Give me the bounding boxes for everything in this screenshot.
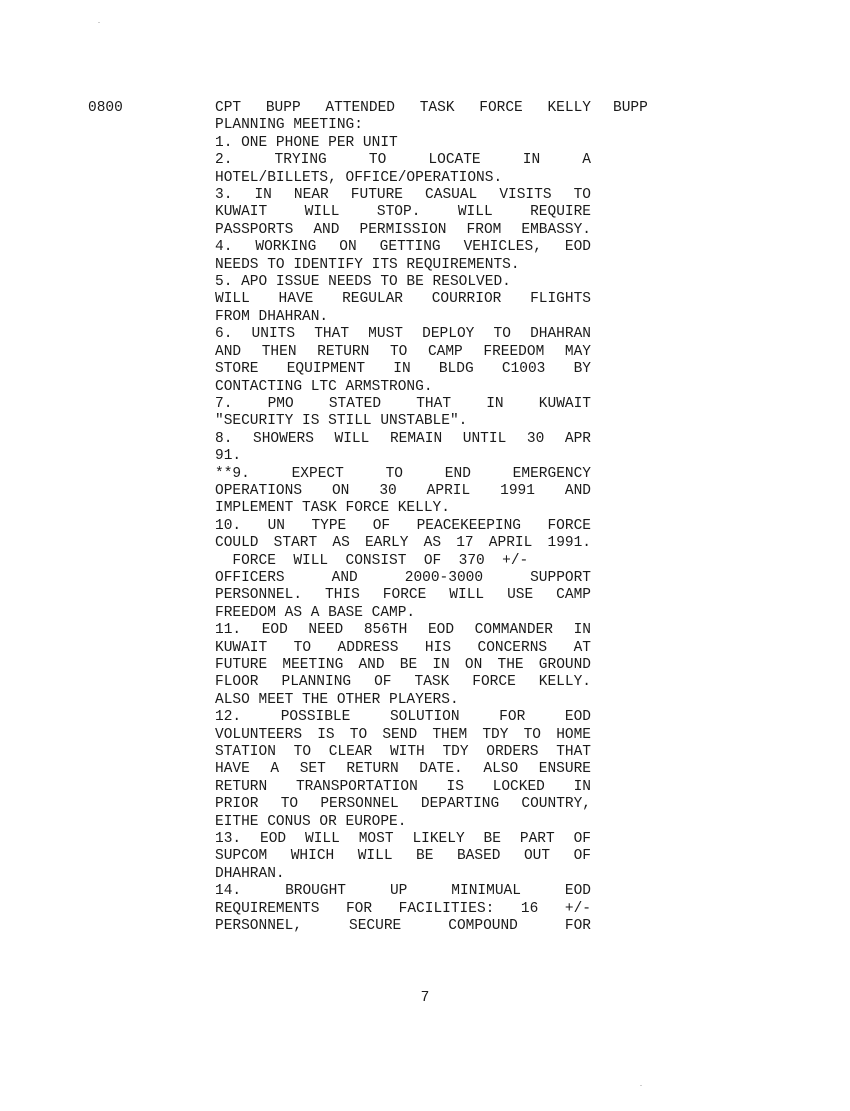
text-line: FREEDOM AS A BASE CAMP. (215, 604, 416, 621)
text-line: PERSONNEL, SECURE COMPOUND FOR (215, 918, 591, 935)
text-line: 3. IN NEAR FUTURE CASUAL VISITS TO (215, 187, 591, 204)
text-line: OPERATIONS ON 30 APRIL 1991 AND (215, 482, 591, 499)
scan-speck (98, 22, 100, 23)
text-line: STORE EQUIPMENT IN BLDG C1003 BY (215, 361, 591, 378)
text-line: "SECURITY IS STILL UNSTABLE". (215, 413, 468, 430)
text-line: OFFICERS AND 2000-3000 SUPPORT (215, 569, 591, 586)
scan-speck (640, 1085, 642, 1086)
entry-person: BUPP (613, 100, 648, 116)
text-line: DHAHRAN. (215, 865, 285, 882)
text-line: KUWAIT TO ADDRESS HIS CONCERNS AT (215, 639, 591, 656)
text-line: PRIOR TO PERSONNEL DEPARTING COUNTRY, (215, 796, 591, 813)
text-line: 12. POSSIBLE SOLUTION FOR EOD (215, 709, 591, 726)
entry-time: 0800 (88, 100, 123, 116)
text-line: FUTURE MEETING AND BE IN ON THE GROUND (215, 657, 591, 673)
text-line: STATION TO CLEAR WITH TDY ORDERS THAT (215, 744, 591, 761)
text-line: 4. WORKING ON GETTING VEHICLES, EOD (215, 239, 591, 256)
text-line: 10. UN TYPE OF PEACEKEEPING FORCE (215, 517, 591, 534)
text-line: KUWAIT WILL STOP. WILL REQUIRE (215, 204, 591, 221)
text-line: PASSPORTS AND PERMISSION FROM EMBASSY. (215, 221, 591, 238)
text-line: PERSONNEL. THIS FORCE WILL USE CAMP (215, 587, 591, 604)
text-line: 7. PMO STATED THAT IN KUWAIT (215, 395, 591, 412)
text-line: **9. EXPECT TO END EMERGENCY (215, 465, 591, 482)
text-line: EITHE CONUS OR EUROPE. (215, 813, 407, 830)
text-line: 11. EOD NEED 856TH EOD COMMANDER IN (215, 622, 591, 639)
text-line: CONTACTING LTC ARMSTRONG. (215, 378, 433, 395)
text-line: FLOOR PLANNING OF TASK FORCE KELLY. (215, 674, 591, 691)
text-line: HAVE A SET RETURN DATE. ALSO ENSURE (215, 761, 591, 778)
text-line: ALSO MEET THE OTHER PLAYERS. (215, 691, 459, 708)
text-line: WILL HAVE REGULAR COURRIOR FLIGHTS (215, 291, 591, 308)
text-line: COULD START AS EARLY AS 17 APRIL 1991. (215, 535, 591, 552)
text-line: 5. APO ISSUE NEEDS TO BE RESOLVED. (215, 274, 511, 291)
text-line: FROM DHAHRAN. (215, 308, 329, 325)
text-line: IMPLEMENT TASK FORCE KELLY. (215, 500, 450, 517)
text-line: 6. UNITS THAT MUST DEPLOY TO DHAHRAN (215, 326, 591, 343)
text-line: 13. EOD WILL MOST LIKELY BE PART OF (215, 831, 591, 848)
text-line: FORCE WILL CONSIST OF 370 +/- (215, 552, 529, 569)
text-line: VOLUNTEERS IS TO SEND THEM TDY TO HOME (215, 726, 591, 743)
entry-body (215, 100, 591, 936)
text-line: REQUIREMENTS FOR FACILITIES: 16 +/- (215, 900, 591, 917)
text-line: CPT BUPP ATTENDED TASK FORCE KELLY (215, 100, 591, 116)
text-line: 14. BROUGHT UP MINIMUAL EOD (215, 883, 591, 900)
text-line: NEEDS TO IDENTIFY ITS REQUIREMENTS. (215, 256, 520, 273)
text-line: RETURN TRANSPORTATION IS LOCKED IN (215, 778, 591, 795)
text-line: SUPCOM WHICH WILL BE BASED OUT OF (215, 848, 591, 865)
text-line: PLANNING MEETING: (215, 117, 363, 134)
text-line: HOTEL/BILLETS, OFFICE/OPERATIONS. (215, 169, 503, 186)
page-number: 7 (420, 990, 430, 1006)
text-line: 1. ONE PHONE PER UNIT (215, 134, 398, 151)
text-line: 8. SHOWERS WILL REMAIN UNTIL 30 APR (215, 430, 591, 447)
text-line: 91. (215, 448, 242, 465)
text-line: 2. TRYING TO LOCATE IN A (215, 152, 591, 169)
text-line: AND THEN RETURN TO CAMP FREEDOM MAY (215, 343, 591, 360)
